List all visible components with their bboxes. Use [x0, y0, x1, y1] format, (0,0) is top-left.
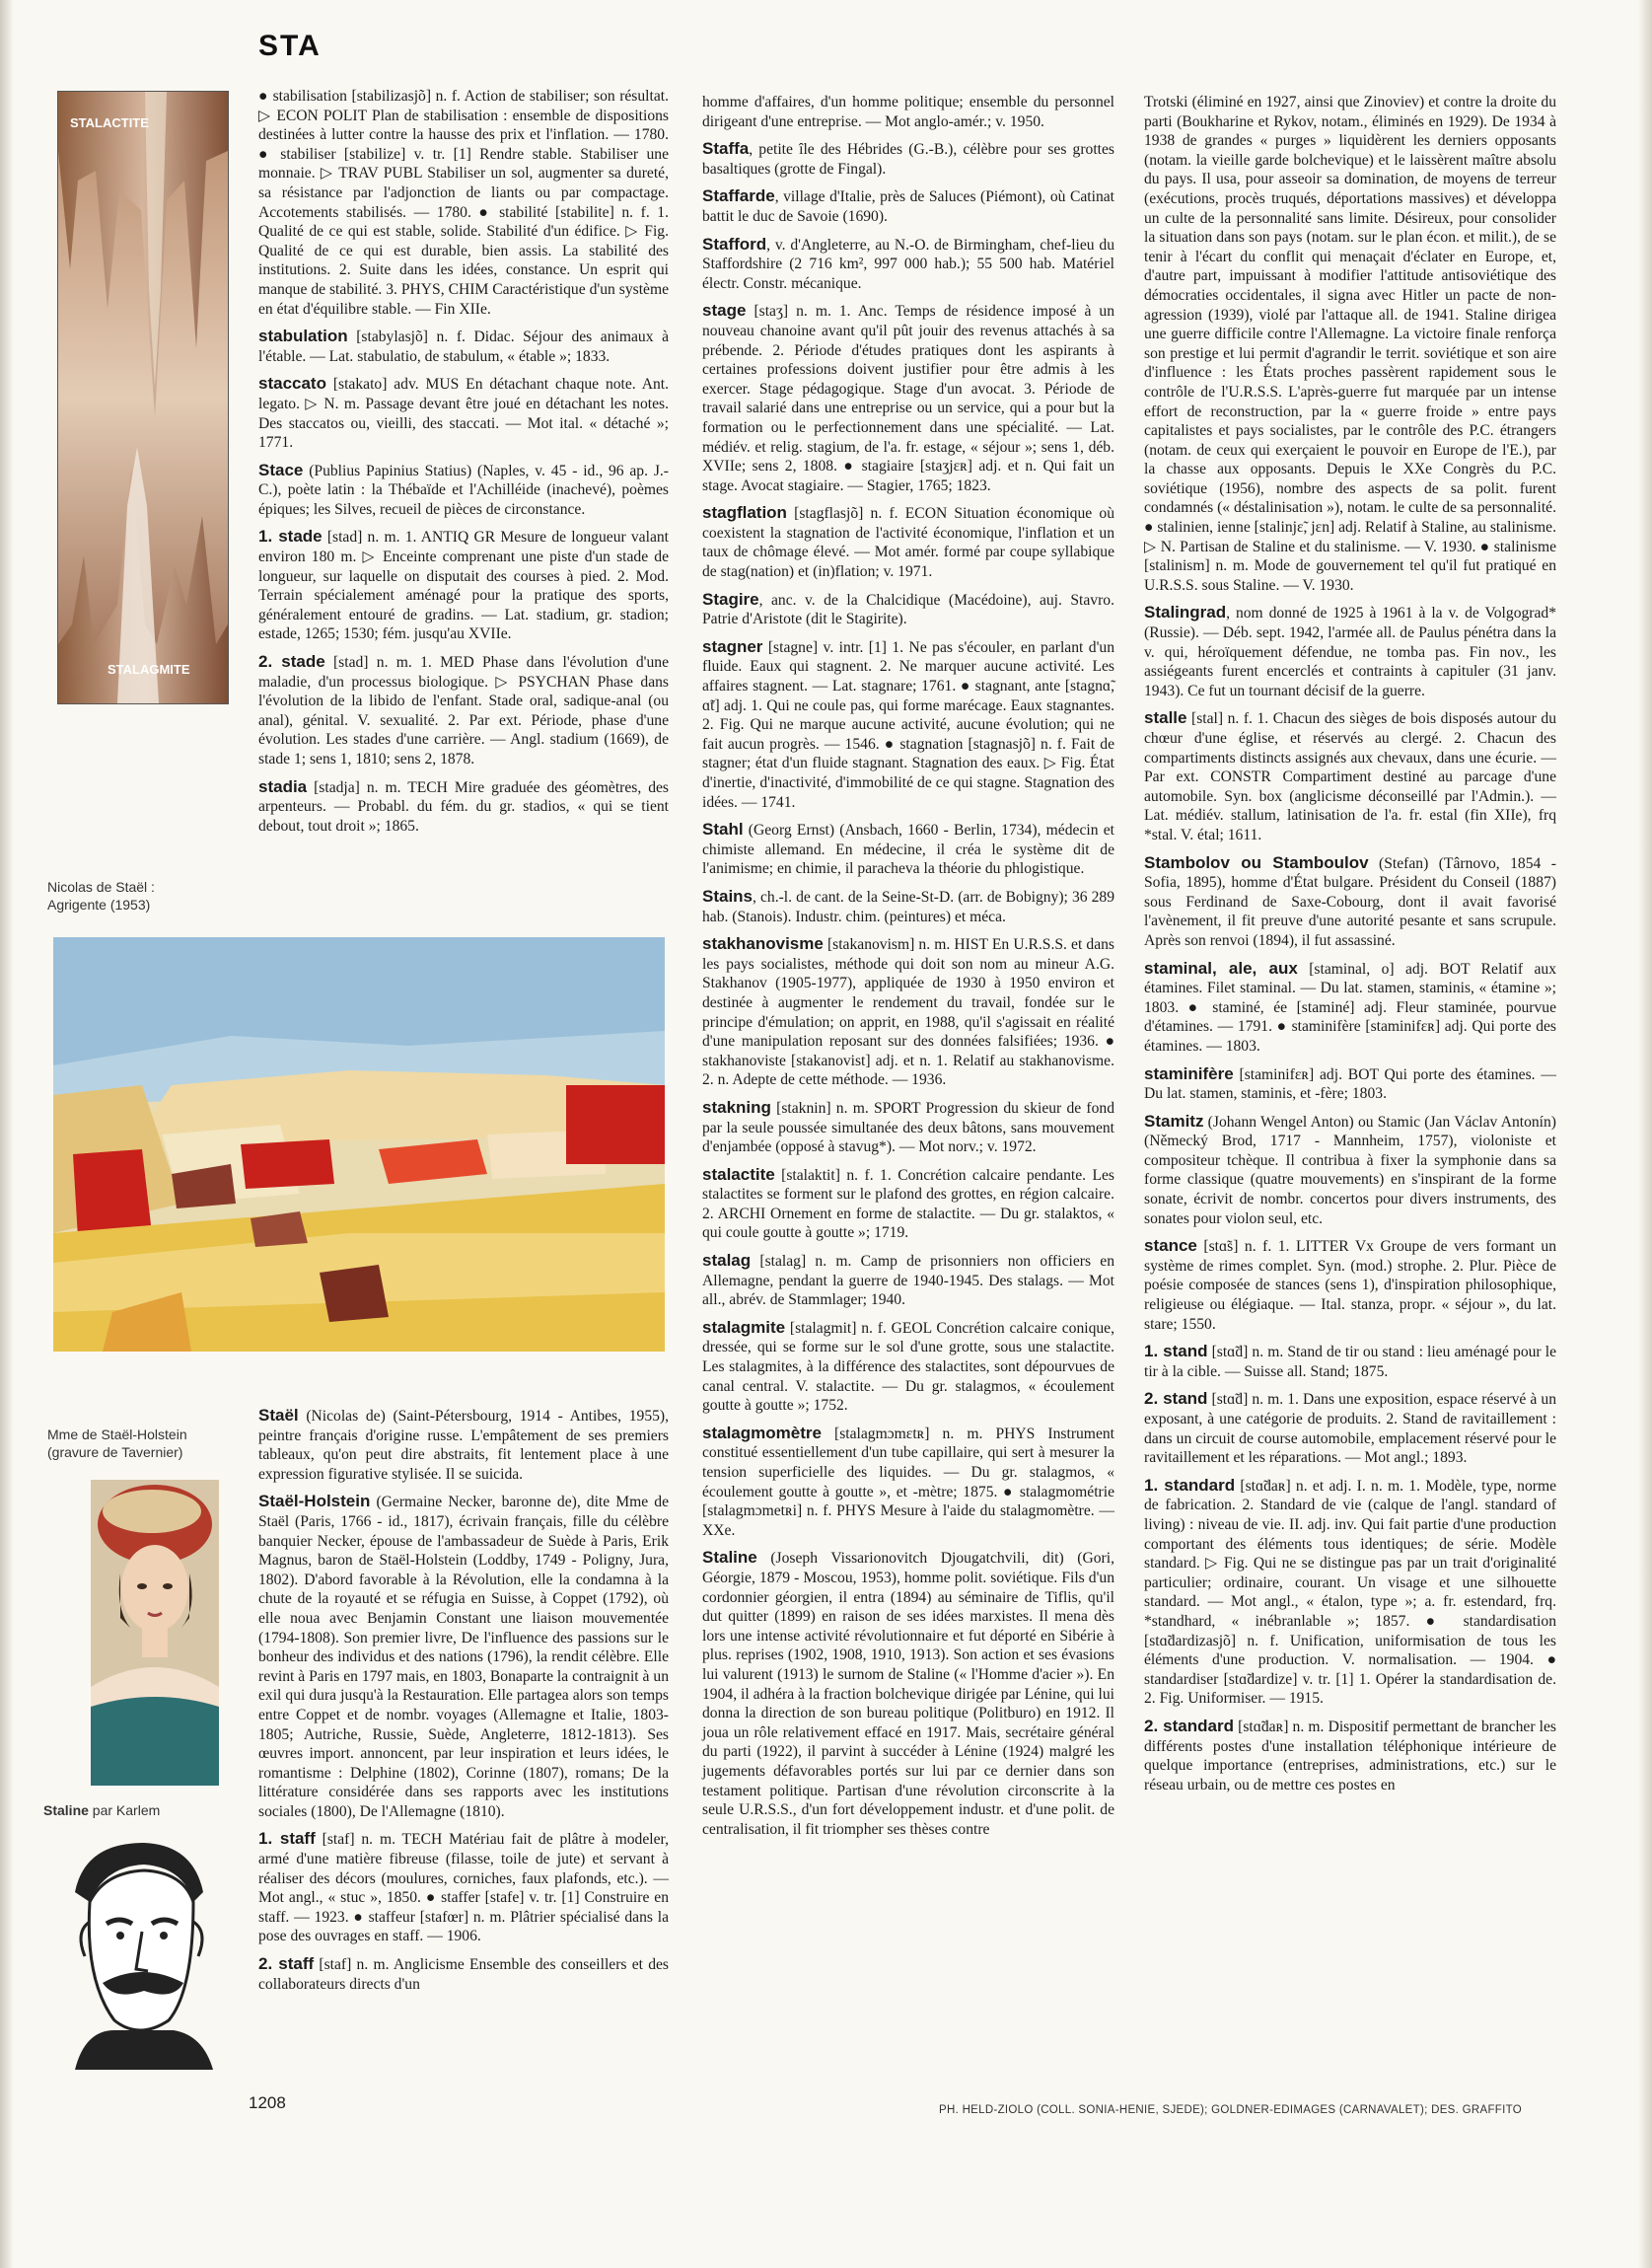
entry-stalactite [702, 1165, 1114, 1243]
headword: Stafford [702, 234, 767, 254]
column-1-bottom [258, 1406, 669, 2002]
entry-stage [702, 301, 1114, 495]
entry-staminal [1144, 959, 1556, 1057]
entry-stael-holstein [258, 1492, 669, 1821]
headword: Stagire [702, 589, 759, 609]
entry-stalagmometre [702, 1424, 1114, 1541]
stael-portrait [91, 1480, 219, 1786]
entry-text: [staminal, o] adj. BOT Relatif aux étamines. Filet staminal. — Du lat. stamen, staminis, « étamine »; 1803. ● staminé, ée [staminé] adj. Fleur staminée, pourvue d'étamines. — 1791. ● staminifère [staminifɛʀ] adj. Qui porte des étamines. — 1803. [1144, 960, 1557, 1055]
stalagmite-label: STALAGMITE [108, 662, 190, 677]
headword: stagner [702, 636, 763, 656]
entry-text: [stɑ̃d] n. m. 1. Dans une exposition, espace réservé à un exposant, à une catégorie de produits. 2. Stand de ravitaillement : dans un circuit de course automobile, emplacement réservé pour le ravitaillement et les réparations. — Mot angl.; 1893. [1144, 1391, 1556, 1467]
entry-text: [stad] n. m. 1. MED Phase dans l'évolution d'une maladie, d'un processus biologique. ▷ PSYCHAN Phase dans l'évolution de la libido de l'enfant. Stade oral, sadique-anal (ou anal), génital. V. sexualité. 2. Par ext. Période, phase d'une évolution. Les stades d'une carrière. — Angl. stadium (1669), de stade 1; sens 1, 1810; sens 2, 1878. [258, 654, 669, 768]
entry-text: [stɑ̃d] n. m. Stand de tir ou stand : lieu aménagé pour le tir à la cible. — Suisse all. Stand; 1875. [1144, 1344, 1556, 1380]
entry-text: homme d'affaires, d'un homme politique; ensemble du personnel dirigeant d'une entreprise. — Mot anglo-amér.; v. 1950. [702, 94, 1114, 130]
headword: 2. stand [1144, 1389, 1208, 1409]
entry-text: [stadja] n. m. TECH Mire graduée des géomètres, des arpenteurs. — Probabl. du fém. du gr. stadios, « qui se tient debout, tout droit »; 1865. [258, 778, 669, 835]
entry-standard-2 [1144, 1717, 1556, 1794]
entry-stagflation [702, 503, 1114, 581]
entry-text: [staʒ] n. m. 1. Anc. Temps de résidence imposé à un nouveau chanoine avant qu'il pût jouir des revenus attachés à sa prébende. 2. Période d'études pratiques dont les aspirants à certaines professions doivent justifier pour être admis à les exercer. Stage pédagogique. Stage d'un avocat. 3. Période de travail salarié dans une entreprise ou un service, qui a pour but la formation ou le perfectionnement dans une spécialité. — Lat. médiév. et relig. stagium, de l'a. fr. estage, « séjour »; sens 1, déb. XVIIe; sens 2, 1808. ● stagiaire [staʒjɛʀ] adj. et n. Qui fait un stage. Avocat stagiaire. — Stagier, 1765; 1823. [702, 303, 1114, 494]
entry-staccato [258, 374, 669, 452]
entry-stace [258, 461, 669, 520]
headword: Staël [258, 1406, 299, 1425]
photo-credits: PH. HELD-ZIOLO (COLL. SONIA-HENIE, SJEDE); GOLDNER-EDIMAGES (CARNAVALET); DES. GRAFFITO [939, 2104, 1522, 2116]
entry-text: [stalagmit] n. f. GEOL Concrétion calcaire conique, dressée, qui se forme sur le sol d'une grotte, sous une stalactite. Les stalagmites, à la différence des stalactites, sont dépourvues de canal central. V. stalactite. — Du gr. stalagmos, « écoulement goutte à goutte »; 1752. [702, 1319, 1114, 1415]
entry-text: [stalaktit] n. f. 1. Concrétion calcaire pendante. Les stalactites se forment sur le plafond des grottes, en région calcaire. 2. ARCHI Ornement en forme de stalactite. — Du gr. stalaktos, « qui coule goutte à goutte »; 1719. [702, 1166, 1114, 1242]
cave-drawing [58, 92, 228, 703]
headword: stalag [702, 1251, 752, 1271]
headword: stagflation [702, 503, 787, 523]
headword: Stace [258, 460, 304, 479]
entry-text: [stakanovism] n. m. HIST En U.R.S.S. et dans les pays socialistes, méthode qui doit son nom au mineur A.G. Stakhanov (1905-1977), appliquée de 1930 à 1950 environ et destinée à augmenter le rendement du travail, fondée sur le principe d'émulation; on apprit, en 1988, qu'il s'agissait en réalité d'une manipulation reposant sur des données falsifiées; 1936. ● stakhanoviste [stakanovist] adj. et n. 1. Relatif au stakhanovisme. 2. n. Adepte de cette méthode. — 1936. [702, 936, 1114, 1089]
headword: Staline [702, 1548, 757, 1568]
entry-stafford [702, 235, 1114, 294]
abstract-landscape [53, 937, 665, 1352]
entry-standard-1 [1144, 1476, 1556, 1709]
entry-staline [702, 1548, 1114, 1839]
headword: stadia [258, 776, 308, 796]
entry-text: , petite île des Hébrides (G.-B.), célèbre pour ses grottes basaltiques (grotte de Fingal). [702, 141, 1114, 178]
headword: Stambolov ou Stamboulov [1144, 852, 1369, 872]
entry-text: , anc. v. de la Chalcidique (Macédoine), auj. Stavro. Patrie d'Aristote (dit le Stagirite). [702, 591, 1114, 628]
entry-text: (Georg Ernst) (Ansbach, 1660 - Berlin, 1734), médecin et chimiste allemand. En médecine, il créa le système dit de l'animisme; en chimie, il paracheva la théorie du phlogistique. [702, 822, 1114, 878]
headword: 2. standard [1144, 1716, 1234, 1735]
entry-text: , v. d'Angleterre, au N.-O. de Birmingham, chef-lieu du Staffordshire (2 716 km², 997 000 hab.); 55 500 hab. Matériel électr. Constr. mécanique. [702, 236, 1114, 292]
entry-stamitz [1144, 1112, 1556, 1229]
page-left-edge [0, 0, 14, 2268]
entry-stakhanovisme [702, 934, 1114, 1090]
page-right-edge [1638, 0, 1652, 2268]
headword: stance [1144, 1236, 1197, 1256]
entry-text: (Stefan) (Târnovo, 1854 - Sofia, 1895), homme d'État bulgare. Président du Conseil (1887) sous Ferdinand de Saxe-Cobourg, dont il avait favorisé l'avènement, il fit preuve d'une autorité pesante et sans scrupule. Après son renvoi (1894), il fut assassiné. [1144, 854, 1556, 949]
entry-stalagmite [702, 1318, 1114, 1416]
entry-stabilisation [258, 87, 669, 319]
entry-text: [stagne] v. intr. [1] 1. Ne pas s'écouler, en parlant d'un fluide. Eaux qui stagnent. 2. Ne marquer aucune activité. Les affaires stagnent. — Lat. stagnare; 1761. ● stagnant, ante [stagnɑ̃, ɑ̃t] adj. 1. Qui ne coule pas, qui forme marécage. Eaux stagnantes. 2. Fig. Qui ne marque aucune activité, aucune évolution; qui ne fait aucun progrès. — 1546. ● stagnation [stagnasjõ] n. f. Fait de stagner; état d'un fluide stagnant. Stagnation des eaux. ▷ Fig. État d'inertie, d'inactivité, d'immobilité de ce qui stagne. Stagnation des idées. — 1741. [702, 638, 1114, 811]
stalactite-illustration [57, 91, 229, 704]
entry-text: [stɑ̃s] n. f. 1. LITTER Vx Groupe de vers formant un système de rimes complet. Syn. (mod.) strophe. 2. Plur. Pièce de poésie composée de stances (sens 1), d'inspiration philosophique, religieuse ou élégiaque. — Ital. stanza, propr. « séjour », du lat. stare; 1550. [1144, 1238, 1556, 1333]
entry-staff-1 [258, 1829, 669, 1946]
entry-text: [stabylasjõ] n. f. Didac. Séjour des animaux à l'étable. — Lat. stabulatio, de stabulum, « étable »; 1833. [258, 329, 669, 365]
entry-stagire [702, 590, 1114, 629]
entry-stagner [702, 637, 1114, 812]
entry-text: Trotski (éliminé en 1927, ainsi que Zinoviev) et contre la droite du parti (Boukharine et Rykov, notam., éliminés en 1929). De 1934 à 1938 de grandes « purges » liquidèrent les derniers opposants (notam. la vieille garde bolchevique) et le laissèrent maître absolu du pays. Il usa, pour asseoir sa domination, de moyens de terreur (exécutions, procès truqués, déportations massives) et développa un culte de la personnalité sans limite. Désireux, pour consolider la situation dans son pays (notam. sur le plan écon. et milit.), de se tenir à l'écart du conflit qui menaçait d'éclater en Europe, et, d'autre part, impuissant à modifier l'attitude antisoviétique des démocraties occidentales, il signa avec Hitler un pacte de non-agression (1939), violé par l'attaque all. de 1941. Staline dirigea une guerre difficile contre l'Allemagne. La victoire finale renforça son prestige et lui permit d'agrandir le territ. soviétique et son aire d'influence : les États proches passèrent rapidement sous le contrôle de l'U.R.S.S. L'après-guerre fut marquée par un intense effort de reconstruction, par la « guerre froide » entre pays capitalistes et pays socialistes, par le contrôle des P.C. étrangers (notam. de ceux qui exerçaient le pouvoir en Europe de l'E.), par la chasse aux opposants. Depuis le XXe Congrès du P.C. soviétique (1956), nombre des aspects de sa polit. furent condamnés (« déstalinisation »), notam. le culte de sa personnalité. ● stalinien, ienne [stalinjɛ̃, jɛn] adj. Relatif à Staline, au stalinisme. ▷ N. Partisan de Staline et du stalinisme. — V. 1930. ● stalinisme [stalinism] n. m. Mode de gouvernement tel qu'il fut pratiqué en U.R.S.S. sous Staline. — V. 1930. [1144, 94, 1556, 594]
entry-stance [1144, 1236, 1556, 1334]
running-head: STA [258, 30, 322, 62]
entry-text: (Germaine Necker, baronne de), dite Mme de Staël (Paris, 1766 - id., 1817), écrivain français, fille du célèbre banquier Necker, épouse de l'ambassadeur de Suède à Paris, Erik Magnus, baron de Staël-Holstein (Loddby, 1749 - Poligny, Jura, 1802). D'abord favorable à la Révolution, elle la condamna à la chute de la royauté et se réfugia en Suisse, à Coppet (1792), où elle noua avec Benjamin Constant une liaison mouvementée (1794-1808). Son premier livre, De l'influence des passions sur le bonheur des individus et des nations (1796), la rendit célèbre. Elle revint à Paris en 1797 mais, en 1803, Bonaparte la contraignit à un exil qui dura jusqu'à la Restauration. Elle partagea alors son temps entre Coppet et de nombr. voyages (Allemagne et Italie, 1803-1805; Autriche, Russie, Suède, Angleterre, 1812-1813). Ses œuvres import. annoncent, par leur inspiration et leurs idées, le romantisme : Delphine (1802), Corinne (1807), romans; De la littérature considérée dans ses rapports avec les institutions sociales (1800), De l'Allemagne (1810). [258, 1494, 669, 1820]
headword: 1. stand [1144, 1342, 1208, 1361]
portrait-caption [47, 1426, 187, 1461]
entry-text: (Publius Papinius Statius) (Naples, v. 45 - id., 96 ap. J.-C.), poète latin : la Thébaïde et l'Achilléide (inachevé), poèmes épiques; les Silves, recueil de pièces de circonstance. [258, 462, 669, 518]
entry-text: , village d'Italie, près de Saluces (Piémont), où Catinat battit le duc de Savoie (1690). [702, 188, 1114, 225]
entry-text: [stɑ̃daʀ] n. et adj. I. n. m. 1. Modèle, type, norme de fabrication. 2. Standard de vie (calque de l'angl. standard of living) : niveau de vie. II. adj. inv. Qui fait partie d'une production comportant des éléments tous identiques; de série. Modèle standard. ▷ Fig. Qui ne se distingue pas par un trait d'originalité particulier; ordinaire, courant. Un visage et une silhouette standard. — Mot angl., « étalon, type »; a. fr. estendard, frq. *standhard, « inébranlable »; 1857. ● standardisation [stɑ̃dardizasjõ] n. f. Unification, uniformisation de tous les éléments d'une production. V. normalisation. — 1904. ● standardiser [stɑ̃dardize] v. tr. [1] 1. Opérer la standardisation de. 2. Fig. Uniformiser. — 1915. [1144, 1477, 1556, 1708]
column-2 [702, 93, 1114, 1847]
entry-stahl [702, 820, 1114, 879]
portrait-caption-line1: Mme de Staël-Holstein [47, 1427, 187, 1442]
painting-caption [47, 878, 155, 914]
headword: stakhanovisme [702, 934, 824, 954]
entry-text: ● stabilisation [stabilizasjõ] n. f. Action de stabiliser; son résultat. ▷ ECON POLIT Plan de stabilisation : ensemble de dispositions destinées à lutter contre la hausse des prix et l'inflation. — 1780. ● stabiliser [stabilize] v. tr. [1] Rendre stable. Stabiliser une monnaie. ▷ TRAV PUBL Stabiliser un sol, augmenter sa dureté, sa résistance par l'adjonction de liants ou par compactage. Accotements stabilisés. — 1780. ● stabilité [stabilite] n. f. 1. Qualité de ce qui est stable, solide. Stabilité d'un édifice. ▷ Fig. Qualité de ce qui est durable, bien assis. La stabilité des institutions. 2. Suite dans les idées, constance. Un esprit qui manque de stabilité. 3. PHYS, CHIM Caractéristique d'un système en état d'équilibre stable. — Fin XIIe. [258, 88, 669, 318]
headword: stalle [1144, 708, 1187, 728]
entry-staminifere [1144, 1064, 1556, 1104]
entry-stakning [702, 1098, 1114, 1157]
headword: 2. staff [258, 1954, 315, 1974]
entry-text: [stalagmɔmɛtʀ] n. m. PHYS Instrument constitué essentiellement d'un tube capillaire, qui sert à mesurer la tension superficielle des liquides. — Du gr. stalagmos, « écoulement goutte à goutte », et -mètre; 1875. ● stalagmométrie [stalagmɔmetʀi] n. f. PHYS Mesure à l'aide du stalagmomètre. — XXe. [702, 1425, 1114, 1539]
entry-text: [staf] n. m. Anglicisme Ensemble des conseillers et des collaborateurs directs d'un [258, 1956, 669, 1993]
entry-text: [staminifɛʀ] adj. BOT Qui porte des étamines. — Du lat. stamen, staminis, et -fère; 1803. [1144, 1065, 1556, 1103]
entry-text: [stakato] adv. MUS En détachant chaque note. Ant. legato. ▷ N. m. Passage devant être joué en détachant les notes. Des staccatos ou, vieilli, des staccati. — Mot ital. « détaché »; 1771. [258, 376, 669, 452]
entry-staline-continued [1144, 93, 1556, 595]
column-3 [1144, 93, 1556, 1802]
headword: stakning [702, 1097, 771, 1117]
staline-caption [43, 1801, 160, 1819]
headword: Stains [702, 886, 754, 906]
headword: Staffarde [702, 186, 775, 206]
entry-stadia [258, 777, 669, 837]
headword: Stahl [702, 820, 744, 840]
entry-stade-2 [258, 652, 669, 769]
headword: 1. standard [1144, 1475, 1236, 1495]
entry-text: , nom donné de 1925 à 1961 à la v. de Volgograd* (Russie). — Déb. sept. 1942, l'armée all. de Paulus pénétra dans la v. qui, héroïquement défendue, ne tomba pas. Fin nov., les assiégeants furent encerclés et contraints à capituler (31 janv. 1943). Ce fut un tournant décisif de la guerre. [1144, 605, 1556, 699]
painting-caption-line2: Agrigente (1953) [47, 897, 151, 913]
headword: stalagmite [702, 1317, 786, 1337]
entry-stand-2 [1144, 1389, 1556, 1467]
headword: stalactite [702, 1164, 775, 1184]
stael-painting [53, 937, 665, 1352]
headword: stabulation [258, 327, 348, 346]
entry-staff-2 [258, 1954, 669, 1994]
entry-text: (Johann Wengel Anton) ou Stamic (Jan Václav Antonín) (Německý Brod, 1717 - Mannheim, 1757), violoniste et compositeur tchèque. Il contribua à fixer la symphonie dans sa forme classique (quatre mouvements) en s'inspirant de la forme sonate, écrivit de nombr. concertos pour divers instruments, des sonates pour violon seul, etc. [1144, 1113, 1556, 1227]
staline-caption-name: Staline [43, 1802, 89, 1818]
portrait-drawing [91, 1480, 219, 1786]
staline-caricature [45, 1833, 219, 2070]
entry-stambolov [1144, 853, 1556, 951]
headword: 2. stade [258, 652, 325, 672]
entry-text: [stad] n. m. 1. ANTIQ GR Mesure de longueur valant environ 180 m. ▷ Enceinte comprenant une piste d'un stade de longueur, sur laquelle on disputait des courses à pied. 2. Mod. Terrain spécialement aménagé pour la pratique des sports, généralement entouré de gradins. — Lat. stadium, gr. stadion; estade, 1265; 1530; fém. jusqu'au XVIIe. [258, 529, 669, 643]
headword: 1. staff [258, 1829, 316, 1849]
entry-staffa [702, 139, 1114, 179]
entry-text: [staknin] n. m. SPORT Progression du skieur de fond par la seule poussée simultanée des deux bâtons, sans mouvement d'enjambée (opposé à stavug*). — Mot norv.; v. 1972. [702, 1099, 1114, 1156]
entry-text: , ch.-l. de cant. de la Seine-St-D. (arr. de Bobigny); 36 289 hab. (Stanois). Industr. chim. (peintures) et méca. [702, 888, 1114, 925]
headword: staminal, ale, aux [1144, 958, 1298, 978]
headword: staminifère [1144, 1063, 1234, 1083]
column-1-top [258, 87, 669, 843]
headword: Stalingrad [1144, 603, 1227, 622]
entry-text: [staf] n. m. TECH Matériau fait de plâtre à modeler, armé d'une matière fibreuse (filasse, toile de jute) et servant à réaliser des décors (moulures, corniches, faux plafonds, etc.). — Mot angl., « stuc », 1850. ● staffer [stafe] v. tr. [1] Construire en staff. — 1923. ● staffeur [stafœr] n. m. Plâtrier spécialisé dans la pose des ouvrages en staff. — 1906. [258, 1831, 669, 1945]
entry-stains [702, 887, 1114, 926]
entry-stalle [1144, 708, 1556, 844]
entry-text: [stal] n. f. 1. Chacun des sièges de bois disposés autour du chœur d'une église, et réservés au clergé. 2. Chacun des compartiments distincts assignés aux chevaux, dans une écurie. — Par ext. CONSTR Compartiment destiné au parcage d'une automobile. Syn. box (anglicisme déconseillé par l'Admin.). — Lat. médiév. stallum, latinisation de l'a. fr. estal (fin XIIe), frq *stal. V. étal; 1611. [1144, 710, 1556, 843]
entry-stabulation [258, 327, 669, 366]
portrait-caption-line2: (gravure de Tavernier) [47, 1444, 183, 1460]
painting-caption-line1: Nicolas de Staël : [47, 879, 155, 895]
entry-text: (Joseph Vissarionovitch Djougatchvili, dit) (Gori, Géorgie, 1879 - Moscou, 1953), homme polit. soviétique. Fils d'un cordonnier géorgien, il entra (1894) au séminaire de Tiflis, qu'il dut quitter (1899) en raison de ses idées marxistes. Il mena dès lors une intense activité révolutionnaire et fut déporté en Sibérie à plus. reprises (1902, 1908, 1910, 1913). Son action et ses évasions lui valurent (1913) le surnom de Staline (« l'Homme d'acier »). En 1904, il adhéra à la fraction bolchevique dirigée par Lénine, qui lui donna la direction de son bureau politique (Politburo) en 1912. Il joua un rôle relativement effacé en 1917. Mais, secrétaire général du parti (1922), il parvint à succéder à Lénine (1924) malgré les jugements défavorables portés sur lui par ce dernier dans son testament politique. Partisan d'une révolution circonscrite à la seule U.R.S.S., d'un fort développement industr. et d'une polit. de centralisation, il fit triompher ses thèses contre [702, 1550, 1114, 1838]
entry-stand-1 [1144, 1342, 1556, 1381]
entry-text: (Nicolas de) (Saint-Pétersbourg, 1914 - Antibes, 1955), peintre français d'origine russe. L'empâtement de ses premiers tableaux, qu'on peut dire abstraits, fit lentement place à une expression figurative stylisée. Il se suicida. [258, 1408, 669, 1483]
entry-text: [stagflasjõ] n. f. ECON Situation économique où coexistent la stagnation de l'activité économique, l'inflation et un taux de chômage élevé. — Mot amér. formé par coupe syllabique de stag(nation) et (in)flation; v. 1971. [702, 505, 1114, 581]
staline-caption-rest: par Karlem [88, 1802, 161, 1818]
entry-stael [258, 1406, 669, 1484]
headword: stalagmomètre [702, 1423, 822, 1442]
headword: Staël-Holstein [258, 1492, 371, 1511]
page-number: 1208 [249, 2093, 286, 2112]
headword: Stamitz [1144, 1111, 1204, 1131]
entry-text: [stɑ̃daʀ] n. m. Dispositif permettant de brancher les différents postes d'une installation téléphonique intérieure de quelque importance (entreprises, administrations, etc.) sur le réseau urbain, ou de mettre ces postes en [1144, 1718, 1557, 1793]
entry-text: [stalag] n. m. Camp de prisonniers non officiers en Allemagne, pendant la guerre de 1940-1945. Des stalags. — Mot all., abrév. de Stammlager; 1940. [702, 1253, 1114, 1309]
entry-stalingrad [1144, 603, 1556, 700]
headword: Staffa [702, 139, 750, 159]
entry-staffarde [702, 186, 1114, 226]
entry-stalag [702, 1251, 1114, 1310]
stalactite-label: STALACTITE [70, 115, 149, 130]
headword: stage [702, 301, 747, 321]
entry-staff-continued [702, 93, 1114, 131]
headword: staccato [258, 374, 326, 394]
headword: 1. stade [258, 527, 323, 547]
entry-stade-1 [258, 527, 669, 644]
caricature-drawing [45, 1833, 219, 2070]
